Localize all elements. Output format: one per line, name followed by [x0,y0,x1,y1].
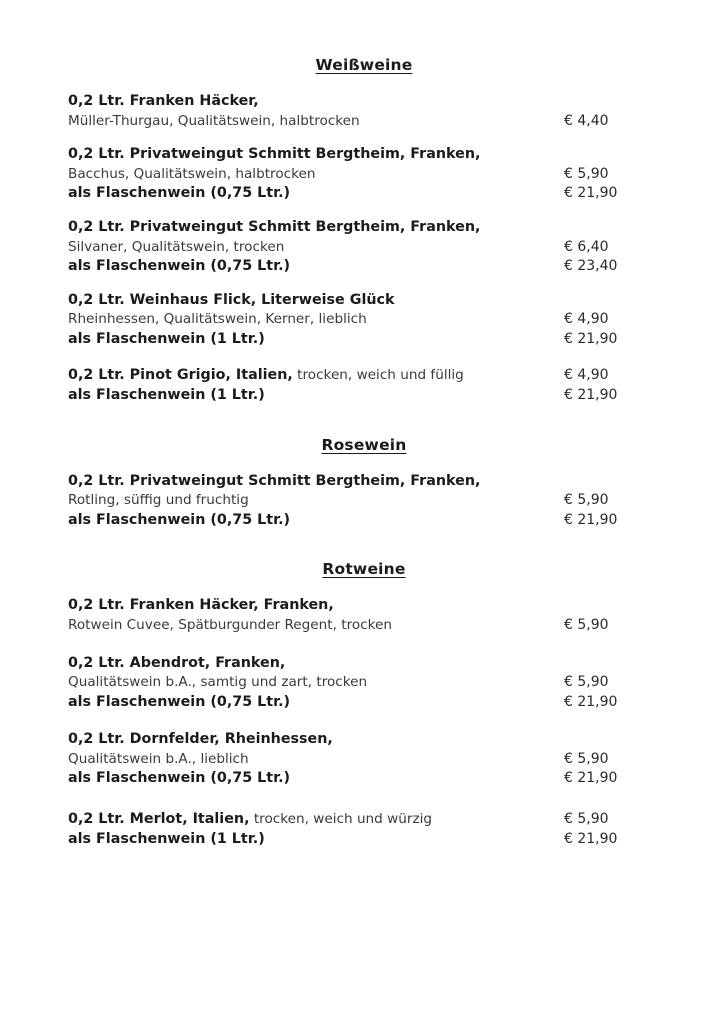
menu-item-bottle-row [68,511,660,531]
menu-item-price: € 5,90 [564,811,609,827]
section-title-rotweine: Rotweine [322,560,406,579]
menu-item-desc: Bacchus, Qualitätswein, halbtrocken [68,165,316,182]
menu-item-bottle-price: € 21,90 [564,387,618,403]
menu-item-name-row [68,472,660,492]
menu-item-name: 0,2 Ltr. Franken Häcker, [68,93,259,109]
menu-item-name: 0,2 Ltr. Privatweingut Schmitt Bergtheim, Franken, [68,218,481,235]
menu-item-bottle-price: € 21,90 [564,330,618,347]
menu-item-desc-row [68,750,660,769]
menu-item-bottle-label: als Flaschenwein (1 Ltr.) [68,387,265,403]
section-title-rosewein: Rosewein [321,435,407,454]
menu-item [68,807,660,849]
menu-item-name-row [68,807,660,830]
menu-item-name-row [68,218,660,238]
menu-item-bottle-price: € 21,90 [564,511,618,528]
menu-item-name: 0,2 Ltr. Privatweingut Schmitt Bergtheim, Franken, [68,146,481,163]
menu-item-name-row [68,145,660,165]
menu-item-price: € 4,40 [564,112,609,129]
menu-item-desc-row [68,491,660,510]
menu-item-desc-inline: trocken, weich und füllig [292,367,464,384]
menu-item-bottle-label: als Flaschenwein (0,75 Ltr.) [68,257,291,274]
menu-item-desc-row [68,616,660,635]
menu-item-desc-row [68,310,660,329]
menu-item-desc: Qualitätswein b.A., samtig und zart, trocken [68,674,368,691]
menu-item [68,145,660,204]
menu-item-desc-row [68,238,660,257]
menu-item-bottle-row [68,386,660,406]
menu-item-bottle-row [68,330,660,350]
menu-item-name: 0,2 Ltr. Merlot, Italien, [68,811,250,827]
menu-item [68,92,660,131]
menu-item-price: € 5,90 [564,674,609,691]
menu-item [68,654,660,713]
menu-item-bottle-label: als Flaschenwein (0,75 Ltr.) [68,511,291,528]
menu-item-name-line [68,807,564,830]
menu-item-desc-row [68,165,660,184]
menu-item-bottle-price: € 21,90 [564,693,618,710]
menu-item-desc: Qualitätswein b.A., lieblich [68,750,249,767]
menu-item-bottle-row [68,257,660,277]
menu-item-name: 0,2 Ltr. Privatweingut Schmitt Bergtheim, Franken, [68,472,481,489]
menu-item [68,363,660,405]
menu-item-bottle-label: als Flaschenwein (1 Ltr.) [68,830,265,847]
menu-item-name-row [68,291,660,311]
menu-item-price: € 5,90 [564,617,609,634]
menu-item-name: 0,2 Ltr. Abendrot, Franken, [68,654,286,671]
menu-item-desc: Rotling, süffig und fruchtig [68,492,249,509]
menu-item-name-row [68,92,660,112]
menu-item-name: 0,2 Ltr. Franken Häcker, Franken, [68,597,334,614]
menu-item-name: 0,2 Ltr. Pinot Grigio, Italien, [68,367,293,384]
menu-item-name-row [68,654,660,674]
menu-item-name-row [68,363,660,386]
menu-item-price: € 5,90 [564,492,609,509]
menu-item-price: € 5,90 [564,750,609,767]
menu-item-name: 0,2 Ltr. Dornfelder, Rheinhessen, [68,731,333,748]
menu-item-desc-row [68,112,660,131]
menu-item-bottle-price: € 23,40 [564,257,618,274]
menu-item-bottle-label: als Flaschenwein (0,75 Ltr.) [68,693,291,710]
menu-item-name-line [68,363,564,386]
menu-item [68,218,660,277]
menu-item-desc: Rheinhessen, Qualitätswein, Kerner, lieblich [68,311,367,328]
menu-item-desc: Rotwein Cuvee, Spätburgunder Regent, trocken [68,617,393,634]
menu-item-desc: Silvaner, Qualitätswein, trocken [68,238,285,255]
menu-item-bottle-row [68,693,660,713]
menu-item-price: € 4,90 [564,311,609,328]
menu-item-price: € 5,90 [564,165,609,182]
menu-item-price: € 6,40 [564,238,609,255]
menu-item-bottle-price: € 21,90 [564,185,618,202]
section-title-weissweine: Weißweine [315,56,413,74]
menu-item [68,291,660,350]
menu-item [68,472,660,531]
menu-item-price: € 4,90 [564,367,609,384]
menu-item-bottle-row [68,830,660,850]
menu-item-bottle-row [68,769,660,789]
menu-item [68,730,660,789]
menu-item-bottle-price: € 21,90 [564,770,618,787]
menu-item-bottle-row [68,184,660,204]
menu-item [68,596,660,635]
menu-item-desc-row [68,673,660,692]
menu-item-bottle-label: als Flaschenwein (0,75 Ltr.) [68,185,291,202]
menu-item-name-row [68,596,660,616]
menu-item-name: 0,2 Ltr. Weinhaus Flick, Literweise Glück [68,291,395,308]
menu-item-desc: Müller-Thurgau, Qualitätswein, halbtrocken [68,112,360,129]
menu-item-bottle-label: als Flaschenwein (1 Ltr.) [68,330,265,347]
menu-item-bottle-label: als Flaschenwein (0,75 Ltr.) [68,770,291,787]
menu-item-desc-inline: trocken, weich und würzig [249,811,432,827]
menu-item-bottle-price: € 21,90 [564,830,618,847]
menu-item-name-row [68,730,660,750]
